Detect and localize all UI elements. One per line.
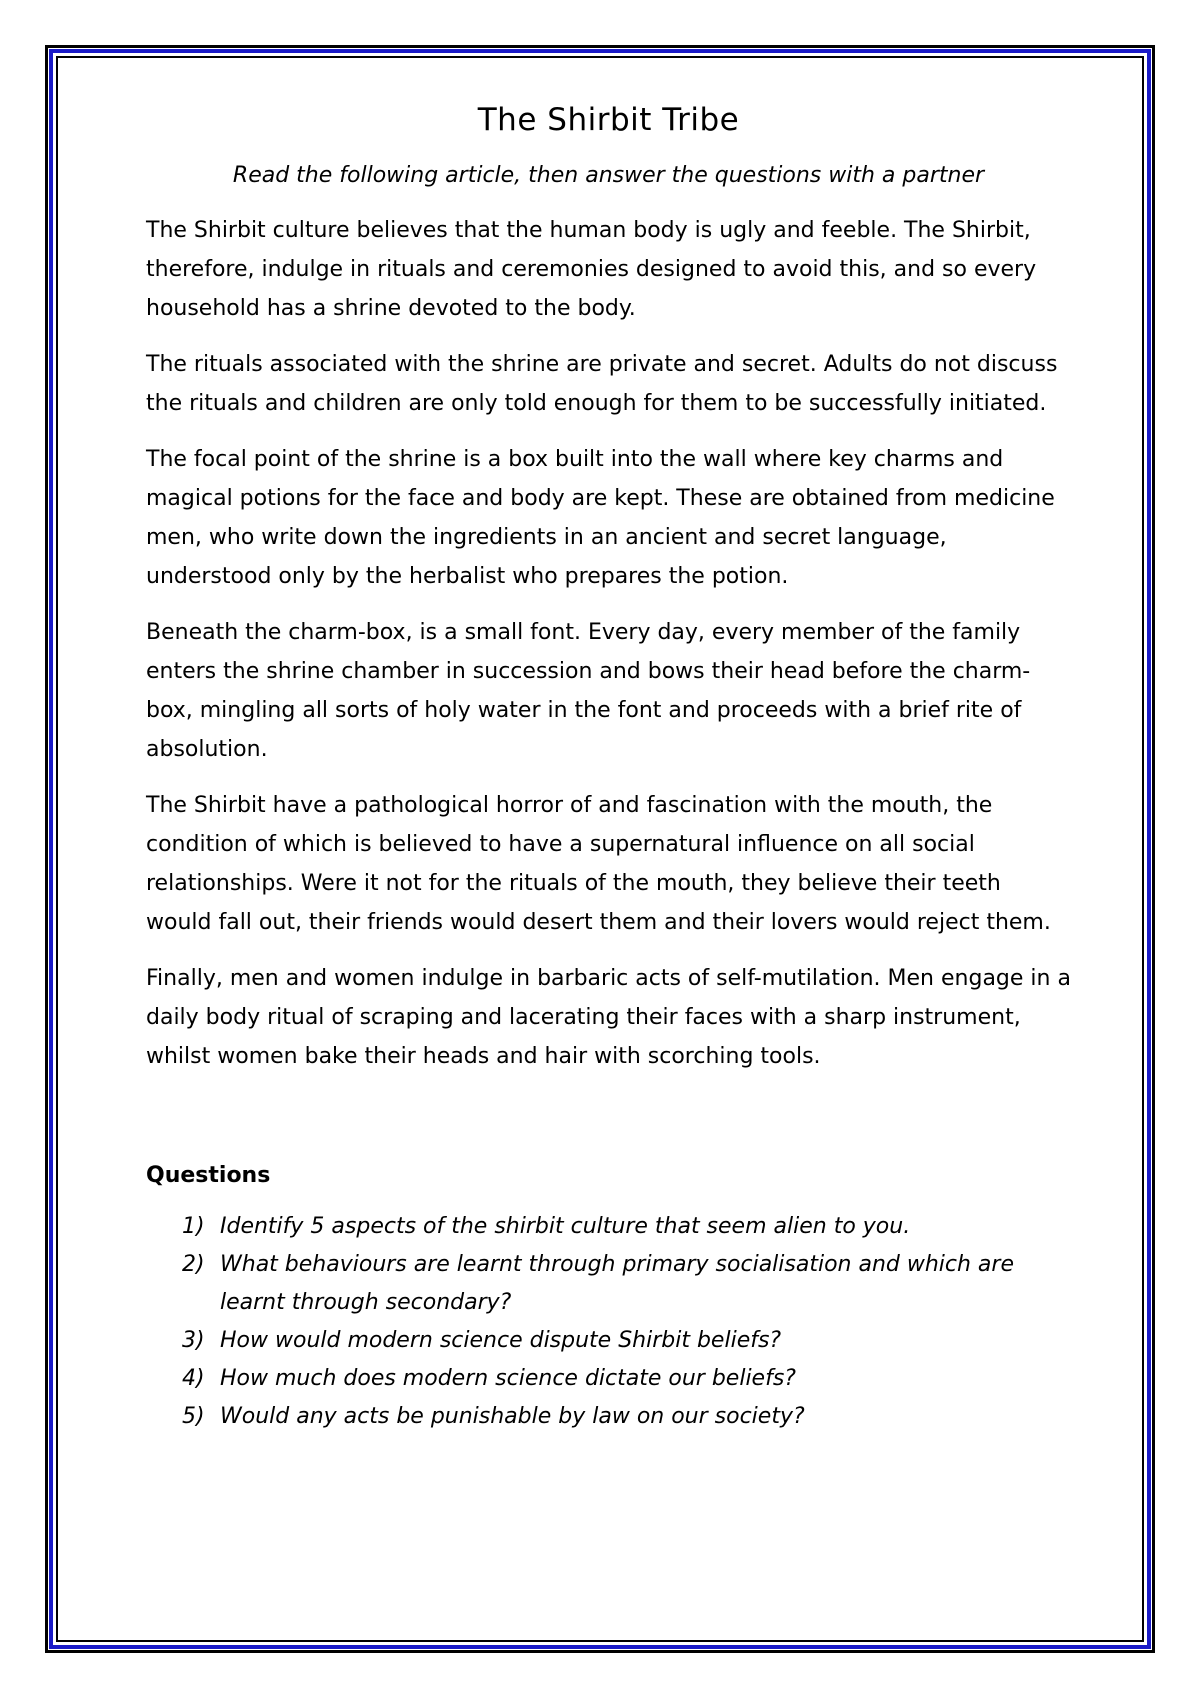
article-paragraph-5: The Shirbit have a pathological horror of and fascination with the mouth, the condition of which is believed to have a supernatural influence on all social relationships. Were it not for the rituals of the mouth, they believe their teeth would fall out, their friends would desert them and their lovers would reject them. [146, 792, 1051, 935]
question-text: How would modern science dispute Shirbit beliefs? [220, 1328, 782, 1354]
article-paragraph-2: The rituals associated with the shrine are private and secret. Adults do not discuss the rituals and children are only told enough for them to be successfully initiated. [146, 351, 1058, 416]
question-item [182, 1398, 1071, 1436]
question-item [182, 1360, 1071, 1398]
question-text: Would any acts be punishable by law on our society? [220, 1404, 805, 1430]
question-item [182, 1208, 1071, 1246]
question-number: 4) [182, 1366, 205, 1392]
question-text: How much does modern science dictate our beliefs? [220, 1366, 796, 1392]
document-title: The Shirbit Tribe [477, 102, 740, 138]
questions-heading: Questions [146, 1162, 271, 1188]
document-body [146, 100, 1071, 1436]
article-paragraph-4: Beneath the charm-box, is a small font. Every day, every member of the family enters the shrine chamber in succession and bows their head before the charm-box, mingling all sorts of holy water in the font and proceeds with a brief rite of absolution. [146, 619, 1031, 762]
question-text: Identify 5 aspects of the shirbit culture that seem alien to you. [220, 1214, 911, 1240]
question-item [182, 1246, 1071, 1322]
question-number: 1) [182, 1214, 205, 1240]
article-paragraph-1: The Shirbit culture believes that the human body is ugly and feeble. The Shirbit, therefore, indulge in rituals and ceremonies designed to avoid this, and so every household has a shrine devoted to the body. [146, 217, 1037, 321]
article-paragraph-6: Finally, men and women indulge in barbaric acts of self-mutilation. Men engage in a daily body ritual of scraping and lacerating their faces with a sharp instrument, whilst women bake their heads and hair with scorching tools. [146, 965, 1071, 1069]
question-number: 2) [182, 1252, 205, 1278]
question-number: 5) [182, 1404, 205, 1430]
question-item [182, 1322, 1071, 1360]
article-paragraph-3: The focal point of the shrine is a box built into the wall where key charms and magical potions for the face and body are kept. These are obtained from medicine men, who write down the ingredients in an ancient and secret language, understood only by the herbalist who prepares the potion. [146, 446, 1055, 589]
document-subtitle: Read the following article, then answer the questions with a partner [232, 163, 985, 189]
question-text: What behaviours are learnt through primary socialisation and which are learnt through secondary? [220, 1252, 1014, 1316]
question-number: 3) [182, 1328, 205, 1354]
questions-list [146, 1208, 1071, 1436]
